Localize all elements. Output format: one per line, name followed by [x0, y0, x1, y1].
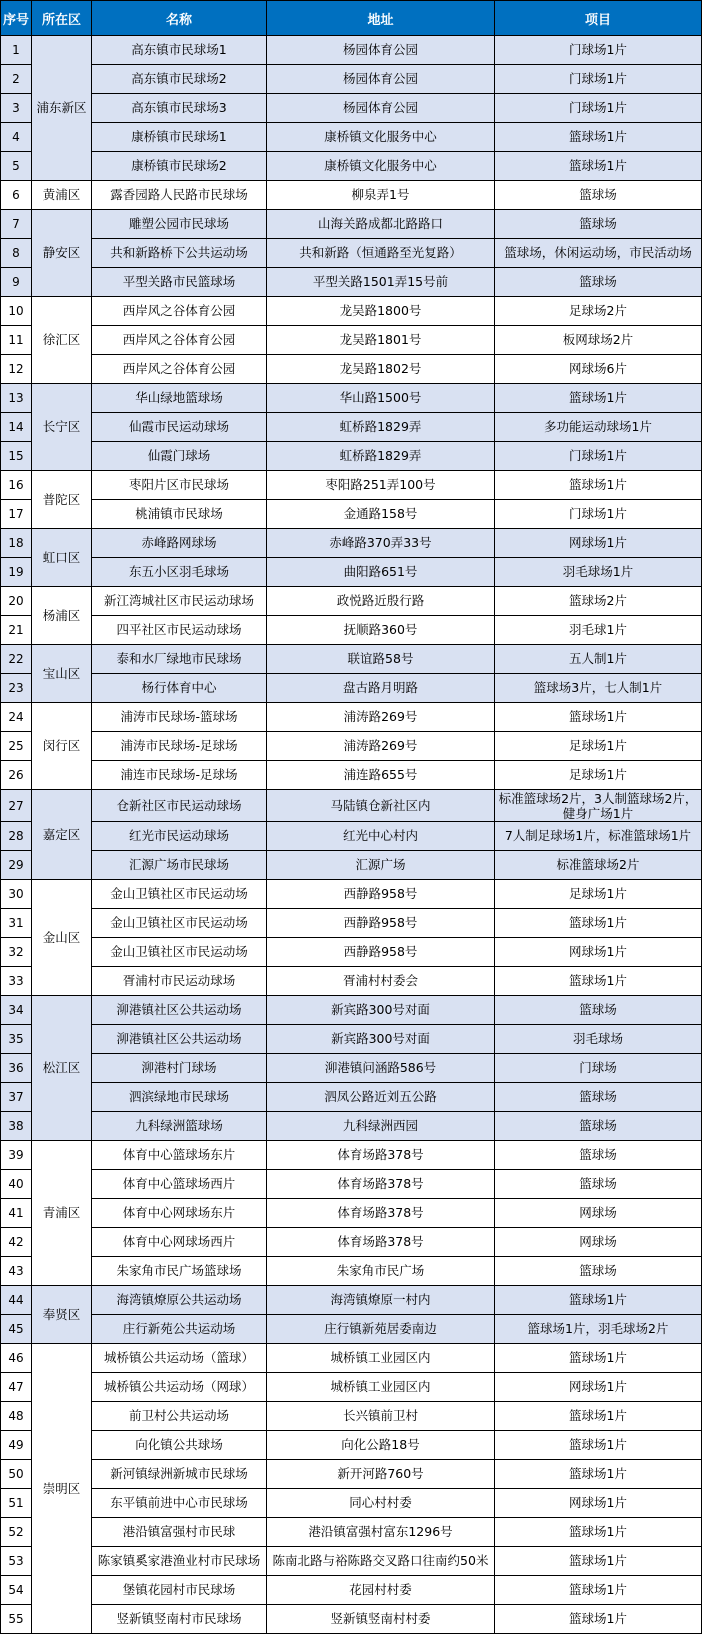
- cell-no: 28: [1, 822, 32, 851]
- table-row: [1, 471, 702, 500]
- cell-address: 马陆镇仓新社区内: [267, 790, 495, 822]
- cell-name: 康桥镇市民球场1: [92, 123, 267, 152]
- cell-project: 标准篮球场2片，3人制篮球场2片，健身广场1片: [495, 790, 702, 822]
- cell-no: 35: [1, 1025, 32, 1054]
- cell-address: 九科绿洲西园: [267, 1112, 495, 1141]
- cell-address: 共和新路（恒通路至光复路）: [267, 239, 495, 268]
- cell-no: 38: [1, 1112, 32, 1141]
- cell-name: 桃浦镇市民球场: [92, 500, 267, 529]
- header-district: 所在区: [32, 1, 92, 36]
- cell-name: 康桥镇市民球场2: [92, 152, 267, 181]
- cell-name: 东五小区羽毛球场: [92, 558, 267, 587]
- cell-project: 篮球场1片: [495, 909, 702, 938]
- cell-name: 平型关路市民篮球场: [92, 268, 267, 297]
- table-row: [1, 413, 702, 442]
- cell-project: 足球场1片: [495, 880, 702, 909]
- cell-address: 盘古路月明路: [267, 674, 495, 703]
- cell-name: 高东镇市民球场1: [92, 36, 267, 65]
- cell-address: 华山路1500号: [267, 384, 495, 413]
- cell-name: 金山卫镇社区市民运动场: [92, 909, 267, 938]
- cell-name: 仓新社区市民运动球场: [92, 790, 267, 822]
- cell-address: 浦连路655号: [267, 761, 495, 790]
- cell-district: 松江区: [32, 996, 92, 1141]
- cell-name: 仙霞市民运动球场: [92, 413, 267, 442]
- cell-no: 33: [1, 967, 32, 996]
- cell-address: 柳泉弄1号: [267, 181, 495, 210]
- cell-address: 庄行镇新苑居委南边: [267, 1315, 495, 1344]
- table-row: [1, 645, 702, 674]
- header-row: [1, 1, 702, 36]
- cell-no: 17: [1, 500, 32, 529]
- cell-address: 胥浦村村委会: [267, 967, 495, 996]
- cell-project: 羽毛球1片: [495, 616, 702, 645]
- cell-no: 34: [1, 996, 32, 1025]
- cell-address: 新开河路760号: [267, 1460, 495, 1489]
- cell-no: 52: [1, 1518, 32, 1547]
- cell-no: 32: [1, 938, 32, 967]
- cell-name: 浦连市民球场-足球场: [92, 761, 267, 790]
- cell-district: 浦东新区: [32, 36, 92, 181]
- cell-address: 杨园体育公园: [267, 65, 495, 94]
- cell-address: 康桥镇文化服务中心: [267, 123, 495, 152]
- table-row: [1, 1402, 702, 1431]
- cell-address: 向化公路18号: [267, 1431, 495, 1460]
- cell-project: 网球场1片: [495, 1489, 702, 1518]
- cell-no: 51: [1, 1489, 32, 1518]
- cell-no: 5: [1, 152, 32, 181]
- cell-name: 杨行体育中心: [92, 674, 267, 703]
- cell-project: 篮球场1片: [495, 123, 702, 152]
- cell-name: 港沿镇富强村市民球: [92, 1518, 267, 1547]
- table-row: [1, 790, 702, 822]
- table-row: [1, 1199, 702, 1228]
- cell-no: 46: [1, 1344, 32, 1373]
- cell-name: 高东镇市民球场2: [92, 65, 267, 94]
- cell-project: 板网球场2片: [495, 326, 702, 355]
- cell-address: 体育场路378号: [267, 1199, 495, 1228]
- cell-project: 篮球场1片: [495, 967, 702, 996]
- cell-no: 27: [1, 790, 32, 822]
- cell-project: 7人制足球场1片，标准篮球场1片: [495, 822, 702, 851]
- cell-address: 抚顺路360号: [267, 616, 495, 645]
- cell-no: 15: [1, 442, 32, 471]
- header-project: 项目: [495, 1, 702, 36]
- cell-district: 闵行区: [32, 703, 92, 790]
- cell-address: 朱家角市民广场: [267, 1257, 495, 1286]
- cell-project: 篮球场1片: [495, 384, 702, 413]
- cell-project: 篮球场: [495, 1170, 702, 1199]
- cell-no: 22: [1, 645, 32, 674]
- cell-project: 篮球场: [495, 1141, 702, 1170]
- cell-project: 篮球场: [495, 1083, 702, 1112]
- cell-no: 2: [1, 65, 32, 94]
- cell-project: 门球场1片: [495, 65, 702, 94]
- cell-name: 体育中心网球场东片: [92, 1199, 267, 1228]
- cell-district: 宝山区: [32, 645, 92, 703]
- cell-name: 庄行新苑公共运动场: [92, 1315, 267, 1344]
- cell-no: 8: [1, 239, 32, 268]
- cell-project: 篮球场1片: [495, 1344, 702, 1373]
- cell-name: 金山卫镇社区市民运动场: [92, 880, 267, 909]
- cell-no: 41: [1, 1199, 32, 1228]
- cell-no: 6: [1, 181, 32, 210]
- cell-name: 堡镇花园村市民球场: [92, 1576, 267, 1605]
- cell-project: 网球场1片: [495, 529, 702, 558]
- cell-name: 雕塑公园市民球场: [92, 210, 267, 239]
- header-name: 名称: [92, 1, 267, 36]
- cell-address: 体育场路378号: [267, 1228, 495, 1257]
- table-row: [1, 1547, 702, 1576]
- cell-address: 杨园体育公园: [267, 36, 495, 65]
- table-row: [1, 761, 702, 790]
- cell-project: 篮球场: [495, 210, 702, 239]
- cell-address: 山海关路成都北路路口: [267, 210, 495, 239]
- cell-no: 26: [1, 761, 32, 790]
- table-row: [1, 297, 702, 326]
- cell-no: 25: [1, 732, 32, 761]
- cell-name: 泖港镇社区公共运动场: [92, 996, 267, 1025]
- cell-no: 14: [1, 413, 32, 442]
- cell-name: 金山卫镇社区市民运动场: [92, 938, 267, 967]
- cell-no: 37: [1, 1083, 32, 1112]
- cell-address: 浦涛路269号: [267, 703, 495, 732]
- table-row: [1, 674, 702, 703]
- table-row: [1, 1344, 702, 1373]
- cell-project: 五人制1片: [495, 645, 702, 674]
- cell-district: 嘉定区: [32, 790, 92, 880]
- cell-no: 45: [1, 1315, 32, 1344]
- cell-name: 四平社区市民运动球场: [92, 616, 267, 645]
- table-row: [1, 1518, 702, 1547]
- cell-no: 13: [1, 384, 32, 413]
- table-body: [1, 36, 702, 1634]
- cell-name: 共和新路桥下公共运动场: [92, 239, 267, 268]
- cell-address: 杨园体育公园: [267, 94, 495, 123]
- table-row: [1, 1141, 702, 1170]
- cell-district: 长宁区: [32, 384, 92, 471]
- cell-no: 39: [1, 1141, 32, 1170]
- cell-address: 虹桥路1829弄: [267, 442, 495, 471]
- table-row: [1, 1373, 702, 1402]
- table-row: [1, 384, 702, 413]
- cell-name: 浦涛市民球场-足球场: [92, 732, 267, 761]
- cell-name: 竖新镇竖南村市民球场: [92, 1605, 267, 1634]
- cell-name: 城桥镇公共运动场（篮球）: [92, 1344, 267, 1373]
- table-row: [1, 996, 702, 1025]
- cell-no: 11: [1, 326, 32, 355]
- cell-name: 泰和水厂绿地市民球场: [92, 645, 267, 674]
- cell-name: 东平镇前进中心市民球场: [92, 1489, 267, 1518]
- cell-address: 港沿镇富强村富东1296号: [267, 1518, 495, 1547]
- cell-address: 竖新镇竖南村村委: [267, 1605, 495, 1634]
- cell-address: 西静路958号: [267, 909, 495, 938]
- cell-name: 新江湾城社区市民运动球场: [92, 587, 267, 616]
- table-row: [1, 1460, 702, 1489]
- cell-address: 金通路158号: [267, 500, 495, 529]
- cell-name: 西岸风之谷体育公园: [92, 355, 267, 384]
- cell-address: 陈南北路与裕陈路交叉路口往南约50米: [267, 1547, 495, 1576]
- cell-project: 篮球场2片: [495, 587, 702, 616]
- cell-name: 仙霞门球场: [92, 442, 267, 471]
- table-row: [1, 1315, 702, 1344]
- cell-address: 虹桥路1829弄: [267, 413, 495, 442]
- cell-no: 1: [1, 36, 32, 65]
- table-row: [1, 152, 702, 181]
- cell-no: 18: [1, 529, 32, 558]
- cell-address: 泗凤公路近刘五公路: [267, 1083, 495, 1112]
- cell-project: 羽毛球场: [495, 1025, 702, 1054]
- cell-district: 静安区: [32, 210, 92, 297]
- cell-no: 49: [1, 1431, 32, 1460]
- table-row: [1, 268, 702, 297]
- table-row: [1, 967, 702, 996]
- cell-project: 篮球场: [495, 996, 702, 1025]
- cell-project: 门球场1片: [495, 442, 702, 471]
- table-row: [1, 94, 702, 123]
- table-row: [1, 1170, 702, 1199]
- cell-no: 9: [1, 268, 32, 297]
- cell-project: 羽毛球场1片: [495, 558, 702, 587]
- table-row: [1, 880, 702, 909]
- cell-project: 篮球场1片: [495, 1605, 702, 1634]
- cell-address: 体育场路378号: [267, 1141, 495, 1170]
- cell-address: 西静路958号: [267, 938, 495, 967]
- cell-project: 篮球场1片，羽毛球场2片: [495, 1315, 702, 1344]
- table-row: [1, 442, 702, 471]
- cell-address: 西静路958号: [267, 880, 495, 909]
- header-no: 序号: [1, 1, 32, 36]
- cell-district: 黄浦区: [32, 181, 92, 210]
- cell-address: 花园村村委: [267, 1576, 495, 1605]
- cell-name: 陈家镇奚家港渔业村市民球场: [92, 1547, 267, 1576]
- cell-name: 赤峰路网球场: [92, 529, 267, 558]
- cell-no: 40: [1, 1170, 32, 1199]
- cell-project: 篮球场1片: [495, 703, 702, 732]
- cell-no: 31: [1, 909, 32, 938]
- table-row: [1, 851, 702, 880]
- cell-project: 篮球场: [495, 181, 702, 210]
- cell-no: 19: [1, 558, 32, 587]
- table-row: [1, 529, 702, 558]
- cell-no: 20: [1, 587, 32, 616]
- cell-address: 龙吴路1800号: [267, 297, 495, 326]
- cell-address: 红光中心村内: [267, 822, 495, 851]
- cell-project: 篮球场1片: [495, 471, 702, 500]
- cell-address: 龙吴路1802号: [267, 355, 495, 384]
- cell-address: 城桥镇工业园区内: [267, 1344, 495, 1373]
- cell-project: 篮球场，休闲运动场，市民活动场: [495, 239, 702, 268]
- cell-project: 篮球场3片，七人制1片: [495, 674, 702, 703]
- table-row: [1, 909, 702, 938]
- table-row: [1, 1489, 702, 1518]
- cell-no: 30: [1, 880, 32, 909]
- cell-project: 篮球场1片: [495, 152, 702, 181]
- cell-project: 篮球场1片: [495, 1431, 702, 1460]
- cell-address: 同心村村委: [267, 1489, 495, 1518]
- cell-project: 篮球场1片: [495, 1547, 702, 1576]
- cell-no: 16: [1, 471, 32, 500]
- table-row: [1, 732, 702, 761]
- cell-project: 网球场6片: [495, 355, 702, 384]
- table-row: [1, 1257, 702, 1286]
- cell-address: 平型关路1501弄15号前: [267, 268, 495, 297]
- cell-name: 红光市民运动球场: [92, 822, 267, 851]
- cell-project: 篮球场: [495, 268, 702, 297]
- cell-no: 21: [1, 616, 32, 645]
- cell-no: 10: [1, 297, 32, 326]
- cell-no: 24: [1, 703, 32, 732]
- cell-no: 42: [1, 1228, 32, 1257]
- cell-address: 联谊路58号: [267, 645, 495, 674]
- cell-no: 55: [1, 1605, 32, 1634]
- cell-district: 青浦区: [32, 1141, 92, 1286]
- cell-address: 政悦路近殷行路: [267, 587, 495, 616]
- cell-name: 华山绿地篮球场: [92, 384, 267, 413]
- cell-address: 枣阳路251弄100号: [267, 471, 495, 500]
- table-row: [1, 1431, 702, 1460]
- table-row: [1, 1286, 702, 1315]
- table-row: [1, 326, 702, 355]
- table-row: [1, 703, 702, 732]
- cell-project: 门球场1片: [495, 36, 702, 65]
- table-row: [1, 822, 702, 851]
- cell-no: 53: [1, 1547, 32, 1576]
- cell-name: 体育中心篮球场西片: [92, 1170, 267, 1199]
- cell-name: 城桥镇公共运动场（网球）: [92, 1373, 267, 1402]
- cell-project: 多功能运动球场1片: [495, 413, 702, 442]
- cell-no: 36: [1, 1054, 32, 1083]
- cell-name: 泖港村门球场: [92, 1054, 267, 1083]
- cell-project: 网球场1片: [495, 938, 702, 967]
- cell-no: 48: [1, 1402, 32, 1431]
- cell-district: 奉贤区: [32, 1286, 92, 1344]
- cell-address: 赤峰路370弄33号: [267, 529, 495, 558]
- cell-name: 西岸风之谷体育公园: [92, 326, 267, 355]
- table-row: [1, 65, 702, 94]
- cell-address: 康桥镇文化服务中心: [267, 152, 495, 181]
- cell-no: 12: [1, 355, 32, 384]
- cell-name: 前卫村公共运动场: [92, 1402, 267, 1431]
- table-row: [1, 355, 702, 384]
- cell-no: 54: [1, 1576, 32, 1605]
- header-address: 地址: [267, 1, 495, 36]
- table-row: [1, 1025, 702, 1054]
- cell-name: 泖港镇社区公共运动场: [92, 1025, 267, 1054]
- cell-name: 胥浦村市民运动球场: [92, 967, 267, 996]
- cell-name: 露香园路人民路市民球场: [92, 181, 267, 210]
- cell-name: 泗滨绿地市民球场: [92, 1083, 267, 1112]
- cell-project: 标准篮球场2片: [495, 851, 702, 880]
- table-row: [1, 1083, 702, 1112]
- cell-name: 新河镇绿洲新城市民球场: [92, 1460, 267, 1489]
- cell-no: 23: [1, 674, 32, 703]
- cell-project: 门球场: [495, 1054, 702, 1083]
- cell-address: 曲阳路651号: [267, 558, 495, 587]
- cell-address: 体育场路378号: [267, 1170, 495, 1199]
- cell-address: 新宾路300号对面: [267, 1025, 495, 1054]
- cell-project: 足球场1片: [495, 732, 702, 761]
- cell-no: 43: [1, 1257, 32, 1286]
- cell-project: 足球场2片: [495, 297, 702, 326]
- cell-no: 3: [1, 94, 32, 123]
- cell-project: 篮球场1片: [495, 1460, 702, 1489]
- table-row: [1, 500, 702, 529]
- cell-project: 篮球场1片: [495, 1286, 702, 1315]
- cell-project: 门球场1片: [495, 500, 702, 529]
- cell-name: 向化镇公共球场: [92, 1431, 267, 1460]
- cell-name: 九科绿洲篮球场: [92, 1112, 267, 1141]
- cell-name: 体育中心网球场西片: [92, 1228, 267, 1257]
- table-header: [1, 1, 702, 36]
- table-row: [1, 587, 702, 616]
- cell-project: 篮球场1片: [495, 1518, 702, 1547]
- cell-address: 长兴镇前卫村: [267, 1402, 495, 1431]
- cell-name: 枣阳片区市民球场: [92, 471, 267, 500]
- cell-no: 4: [1, 123, 32, 152]
- table-row: [1, 616, 702, 645]
- cell-no: 29: [1, 851, 32, 880]
- cell-district: 徐汇区: [32, 297, 92, 384]
- cell-address: 海湾镇燎原一村内: [267, 1286, 495, 1315]
- cell-no: 47: [1, 1373, 32, 1402]
- cell-name: 汇源广场市民球场: [92, 851, 267, 880]
- table-row: [1, 1576, 702, 1605]
- cell-address: 新宾路300号对面: [267, 996, 495, 1025]
- cell-name: 高东镇市民球场3: [92, 94, 267, 123]
- table-row: [1, 1605, 702, 1634]
- table-row: [1, 1228, 702, 1257]
- cell-project: 门球场1片: [495, 94, 702, 123]
- cell-district: 普陀区: [32, 471, 92, 529]
- cell-project: 篮球场1片: [495, 1402, 702, 1431]
- table-row: [1, 36, 702, 65]
- table-row: [1, 123, 702, 152]
- table-row: [1, 181, 702, 210]
- cell-no: 44: [1, 1286, 32, 1315]
- cell-address: 城桥镇工业园区内: [267, 1373, 495, 1402]
- table-row: [1, 210, 702, 239]
- cell-address: 龙吴路1801号: [267, 326, 495, 355]
- cell-name: 体育中心篮球场东片: [92, 1141, 267, 1170]
- cell-project: 网球场: [495, 1228, 702, 1257]
- cell-no: 50: [1, 1460, 32, 1489]
- cell-address: 泖港镇问涵路586号: [267, 1054, 495, 1083]
- table-row: [1, 558, 702, 587]
- cell-project: 网球场1片: [495, 1373, 702, 1402]
- cell-project: 篮球场1片: [495, 1576, 702, 1605]
- cell-name: 西岸风之谷体育公园: [92, 297, 267, 326]
- cell-name: 朱家角市民广场篮球场: [92, 1257, 267, 1286]
- cell-name: 海湾镇燎原公共运动场: [92, 1286, 267, 1315]
- table-row: [1, 1112, 702, 1141]
- cell-district: 杨浦区: [32, 587, 92, 645]
- cell-project: 篮球场: [495, 1112, 702, 1141]
- table-row: [1, 1054, 702, 1083]
- cell-name: 浦涛市民球场-篮球场: [92, 703, 267, 732]
- cell-district: 崇明区: [32, 1344, 92, 1634]
- cell-district: 金山区: [32, 880, 92, 996]
- cell-project: 篮球场: [495, 1257, 702, 1286]
- cell-project: 足球场1片: [495, 761, 702, 790]
- table-row: [1, 938, 702, 967]
- cell-district: 虹口区: [32, 529, 92, 587]
- cell-address: 浦涛路269号: [267, 732, 495, 761]
- cell-address: 汇源广场: [267, 851, 495, 880]
- cell-no: 7: [1, 210, 32, 239]
- cell-project: 网球场: [495, 1199, 702, 1228]
- table-row: [1, 239, 702, 268]
